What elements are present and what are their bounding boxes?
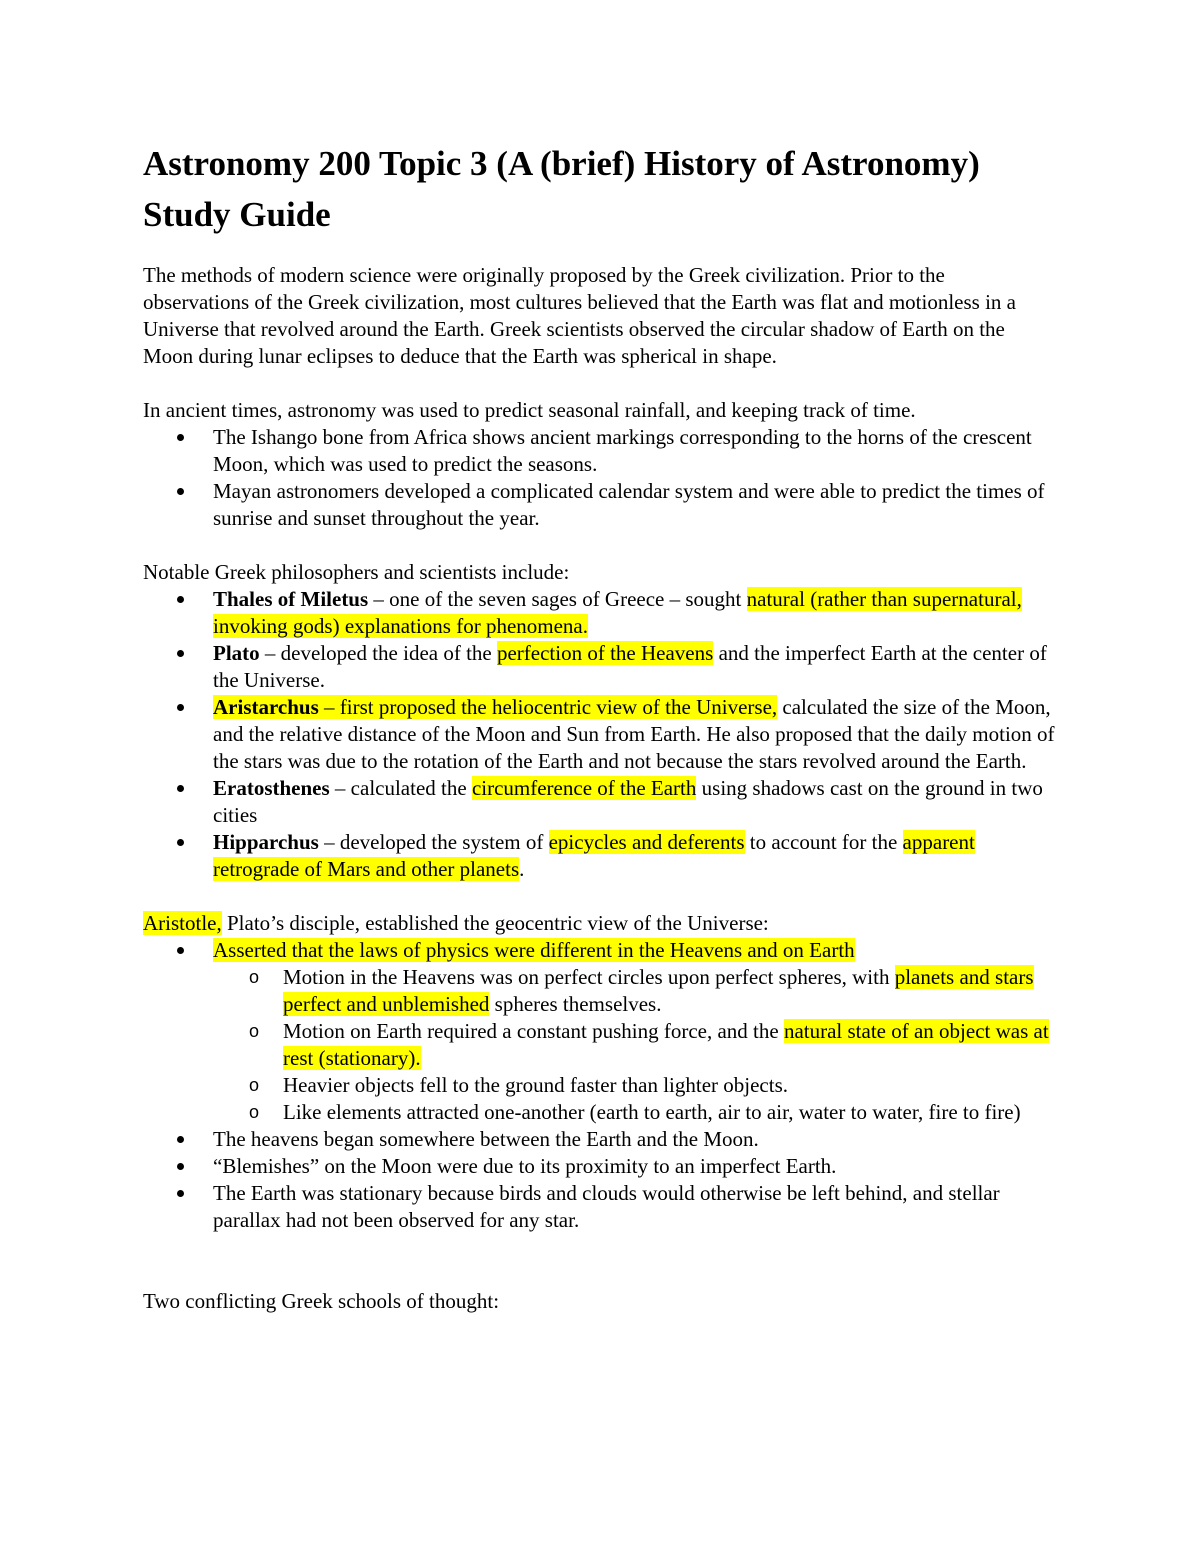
name-eratosthenes: Eratosthenes — [213, 776, 330, 800]
sub-list-item — [143, 964, 1060, 1018]
list-item-eratosthenes — [143, 775, 1060, 829]
list-item-hipparchus — [143, 829, 1060, 883]
greeks-list — [143, 586, 1060, 883]
text-span: and the imperfect Earth at the center of the Universe. — [213, 641, 1047, 692]
list-item — [143, 937, 1060, 1126]
highlight: epicycles and deferents — [548, 830, 745, 854]
text-span: to account for the — [744, 830, 903, 854]
list-item: The heavens began somewhere between the Earth and the Moon. — [143, 1126, 1060, 1153]
list-item-plato — [143, 640, 1060, 694]
text-span: – one of the seven sages of Greece – sought — [368, 587, 747, 611]
highlight: Aristotle, — [143, 911, 222, 935]
aristotle-sublist — [213, 964, 1060, 1126]
name-plato: Plato — [213, 641, 260, 665]
highlight: planets and stars perfect and unblemished — [283, 965, 1034, 1016]
aristotle-section — [143, 910, 1060, 1234]
text-span: – calculated the — [329, 776, 472, 800]
list-item: The Earth was stationary because birds and clouds would otherwise be left behind, and stellar parallax had not been observed for any star. — [143, 1180, 1060, 1234]
text-span: – developed the idea of the — [259, 641, 497, 665]
text-span: – first proposed the heliocentric view of the Universe, — [318, 695, 778, 719]
highlight: Asserted that the laws of physics were different in the Heavens and on Earth — [213, 938, 855, 962]
ancient-section — [143, 397, 1060, 532]
greeks-section — [143, 559, 1060, 883]
highlight: apparent retrograde of Mars and other planets — [213, 830, 975, 881]
text-span: spheres themselves. — [489, 992, 662, 1016]
highlight: natural state of an object was at rest (stationary). — [283, 1019, 1049, 1070]
aristotle-lead — [143, 910, 1060, 937]
text-span: calculated the size of the Moon, and the relative distance of the Moon and Sun from Earth. He also proposed that the daily motion of the stars was due to the rotation of the Earth and not because the stars revolved around the Earth. — [213, 695, 1055, 773]
sub-list-item — [143, 1018, 1060, 1072]
intro-paragraph: The methods of modern science were originally proposed by the Greek civilization. Prior to the observations of the Greek civilization, most cultures believed that the Earth was flat and motionless in a Universe that revolved around the Earth. Greek scientists observed the circular shadow of Earth on the Moon during lunar eclipses to deduce that the Earth was spherical in shape. — [143, 263, 1017, 368]
aristotle-list — [143, 937, 1060, 1234]
sub-list-item: o Like elements attracted one-another (earth to earth, air to air, water to water, fire to fire) — [143, 1099, 1060, 1126]
text-span: Motion in the Heavens was on perfect circles upon perfect spheres, with — [283, 965, 895, 989]
highlight: perfection of the Heavens — [496, 641, 714, 665]
ancient-lead: In ancient times, astronomy was used to predict seasonal rainfall, and keeping track of time. — [143, 398, 916, 422]
page-title: Astronomy 200 Topic 3 (A (brief) History of Astronomy) Study Guide — [143, 144, 980, 234]
text-span: . — [519, 857, 525, 881]
greeks-lead: Notable Greek philosophers and scientists include: — [143, 560, 570, 584]
name-hipparchus: Hipparchus — [213, 830, 319, 854]
highlight: natural (rather than supernatural, invoking gods) explanations for phenomena. — [213, 587, 1022, 638]
name-thales: Thales of Miletus — [213, 587, 369, 611]
schools-heading: Two conflicting Greek schools of thought: — [143, 1289, 500, 1313]
list-item: “Blemishes” on the Moon were due to its proximity to an imperfect Earth. — [143, 1153, 1060, 1180]
text-span: using shadows cast on the ground in two cities — [213, 776, 1043, 827]
name-aristarchus: Aristarchus — [213, 695, 319, 719]
text-span: Motion on Earth required a constant pushing force, and the — [283, 1019, 784, 1043]
text-span: Plato’s disciple, established the geocentric view of the Universe: — [221, 911, 769, 935]
list-item-aristarchus — [143, 694, 1060, 775]
highlight — [213, 695, 777, 719]
highlight: circumference of the Earth — [471, 776, 697, 800]
list-item: Mayan astronomers developed a complicated calendar system and were able to predict the times of sunrise and sunset throughout the year. — [143, 478, 1060, 532]
list-item: The Ishango bone from Africa shows ancient markings corresponding to the horns of the crescent Moon, which was used to predict the seasons. — [143, 424, 1060, 478]
ancient-list — [143, 424, 1060, 532]
list-item-thales — [143, 586, 1060, 640]
sub-list-item: o Heavier objects fell to the ground faster than lighter objects. — [143, 1072, 1060, 1099]
text-span: – developed the system of — [318, 830, 549, 854]
